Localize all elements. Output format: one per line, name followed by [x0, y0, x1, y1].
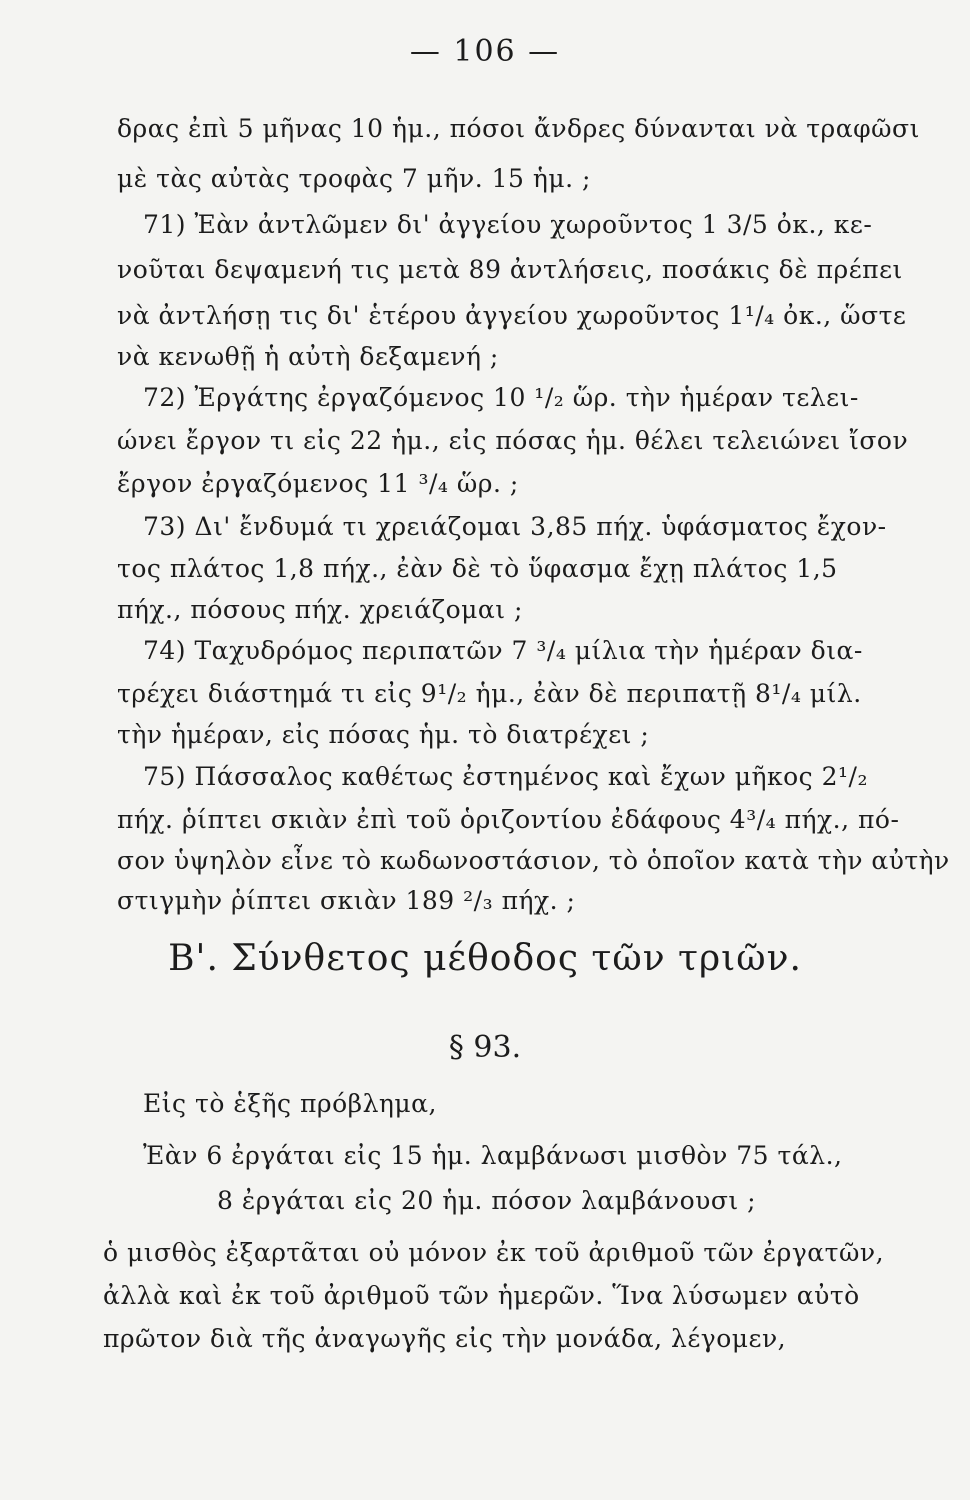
text-line: 75) Πάσσαλος καθέτως ἐστημένος καὶ ἔχων μῆκος 2¹/₂: [143, 762, 868, 791]
text-line: πήχ. ῥίπτει σκιὰν ἐπὶ τοῦ ὁριζοντίου ἐδάφους 4³/₄ πήχ., πό-: [117, 805, 900, 834]
text-line: ἔργον ἐργαζόμενος 11 ³/₄ ὥρ. ;: [117, 469, 519, 498]
text-line: ἀλλὰ καὶ ἐκ τοῦ ἀριθμοῦ τῶν ἡμερῶν. Ἵνα λύσωμεν αὐτὸ: [103, 1281, 860, 1310]
text-line: ὁ μισθὸς ἐξαρτᾶται οὐ μόνον ἐκ τοῦ ἀριθμοῦ τῶν ἐργατῶν,: [103, 1238, 885, 1267]
section-heading: Β'. Σύνθετος μέθοδος τῶν τριῶν.: [168, 938, 802, 979]
text-line: πρῶτον διὰ τῆς ἀναγωγῆς εἰς τὴν μονάδα, λέγομεν,: [103, 1324, 787, 1353]
text-line: νὰ ἀντλήσῃ τις δι' ἑτέρου ἀγγείου χωροῦντος 1¹/₄ ὀκ., ὥστε: [117, 301, 907, 330]
text-line: νὰ κενωθῇ ἡ αὐτὴ δεξαμενή ;: [117, 342, 499, 371]
text-line: σον ὑψηλὸν εἶνε τὸ κωδωνοστάσιον, τὸ ὁποῖον κατὰ τὴν αὐτὴν: [117, 846, 950, 875]
text-line: δρας ἐπὶ 5 μῆνας 10 ἡμ., πόσοι ἄνδρες δύνανται νὰ τραφῶσι: [117, 114, 920, 143]
text-line: 73) Δι' ἔνδυμά τι χρειάζομαι 3,85 πήχ. ὑφάσματος ἔχον-: [143, 512, 887, 541]
text-line: μὲ τὰς αὐτὰς τροφὰς 7 μῆν. 15 ἡμ. ;: [117, 164, 591, 193]
text-line: 71) Ἐὰν ἀντλῶμεν δι' ἀγγείου χωροῦντος 1 3/5 ὀκ., κε-: [143, 210, 873, 239]
text-line: στιγμὴν ῥίπτει σκιὰν 189 ²/₃ πήχ. ;: [117, 886, 576, 915]
text-line: τος πλάτος 1,8 πήχ., ἐὰν δὲ τὸ ὕφασμα ἔχῃ πλάτος 1,5: [117, 554, 838, 583]
text-line: νοῦται δεψαμενή τις μετὰ 89 ἀντλήσεις, ποσάκις δὲ πρέπει: [117, 255, 903, 284]
section-number: § 93.: [448, 1030, 522, 1065]
text-line: 8 ἐργάται εἰς 20 ἡμ. πόσον λαμβάνουσι ;: [217, 1186, 757, 1215]
text-line: Εἰς τὸ ἑξῆς πρόβλημα,: [143, 1089, 437, 1118]
text-line: Ἐὰν 6 ἐργάται εἰς 15 ἡμ. λαμβάνωσι μισθὸν 75 τάλ.,: [143, 1141, 843, 1170]
text-line: 72) Ἐργάτης ἐργαζόμενος 10 ¹/₂ ὥρ. τὴν ἡμέραν τελει-: [143, 383, 859, 412]
text-line: τρέχει διάστημά τι εἰς 9¹/₂ ἡμ., ἐὰν δὲ περιπατῇ 8¹/₄ μίλ.: [117, 679, 862, 708]
text-line: 74) Ταχυδρόμος περιπατῶν 7 ³/₄ μίλια τὴν ἡμέραν δια-: [143, 636, 863, 665]
text-line: πήχ., πόσους πήχ. χρειάζομαι ;: [117, 595, 523, 624]
text-line: ώνει ἔργον τι εἰς 22 ἡμ., εἰς πόσας ἡμ. θέλει τελειώνει ἴσον: [117, 426, 909, 455]
text-line: τὴν ἡμέραν, εἰς πόσας ἡμ. τὸ διατρέχει ;: [117, 720, 650, 749]
page-number: — 106 —: [409, 34, 561, 69]
